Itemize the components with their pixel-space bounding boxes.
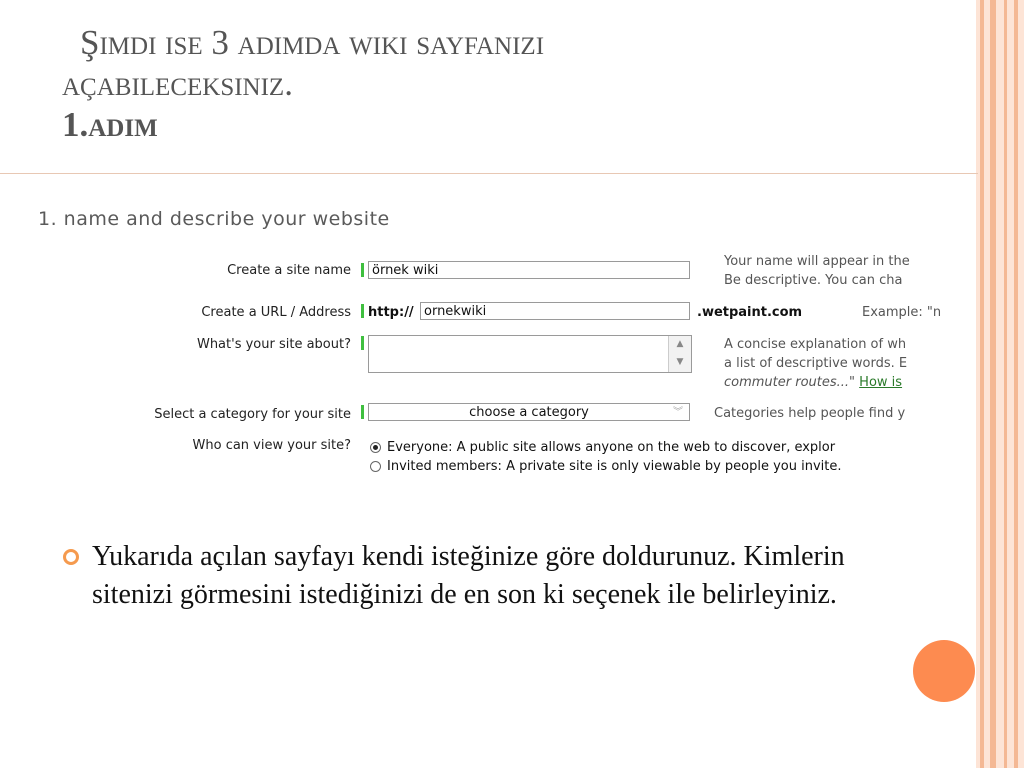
title-line-3: 1.adım (62, 105, 158, 144)
about-help-line3 (724, 373, 907, 392)
about-help-line1: A concise explanation of wh (724, 337, 907, 352)
scroll-up-icon[interactable]: ▲ (676, 339, 684, 349)
url-help: Example: "n (862, 305, 942, 320)
visibility-label: Who can view your site? (192, 438, 351, 453)
stripe-1 (980, 0, 984, 768)
site-name-input[interactable]: örnek wiki (368, 261, 690, 279)
title-line-1: Şimdi ise 3 adımda wiki sayfanızı (80, 23, 545, 62)
required-marker (361, 263, 364, 277)
radio-everyone[interactable] (370, 440, 835, 455)
site-name-label: Create a site name (227, 263, 351, 278)
bullet-text: Yukarıda açılan sayfayı kendi isteğinize göre doldurunuz. Kimlerin sitenizi görmesini istediğinizi de en son ki seçenek ile belirleyiniz. (92, 541, 845, 610)
required-marker (361, 405, 364, 419)
how-is-link[interactable]: How is (859, 375, 903, 390)
radio-everyone-label: Everyone: A public site allows anyone on the web to discover, explor (387, 440, 836, 455)
decorative-stripes (976, 0, 1024, 768)
url-suffix: .wetpaint.com (697, 305, 803, 320)
title-line-2: açabileceksiniz. (62, 64, 293, 103)
stripe-3 (1004, 0, 1007, 768)
about-help-italic: commuter routes... (724, 375, 850, 390)
about-label: What's your site about? (196, 337, 351, 352)
scroll-down-icon[interactable]: ▼ (676, 357, 684, 367)
decorative-circle (913, 640, 975, 702)
radio-selected-icon[interactable] (370, 442, 381, 453)
chevron-down-icon: ︾ (673, 407, 683, 418)
category-selected: choose a category (469, 405, 589, 420)
category-label: Select a category for your site (154, 407, 351, 422)
form-heading: 1. name and describe your website (38, 208, 390, 230)
required-marker (361, 304, 364, 318)
category-help: Categories help people find y (714, 406, 906, 421)
url-prefix: http:// (368, 305, 414, 320)
textarea-scrollbar[interactable] (668, 336, 691, 372)
url-input[interactable]: ornekwiki (420, 302, 690, 320)
site-name-help-line2: Be descriptive. You can cha (724, 273, 903, 288)
radio-unselected-icon[interactable] (370, 461, 381, 472)
form-screenshot (34, 200, 957, 485)
url-label: Create a URL / Address (201, 305, 351, 320)
category-select[interactable] (368, 403, 690, 421)
radio-invited[interactable] (370, 459, 842, 474)
about-textarea[interactable] (368, 335, 692, 373)
required-marker (361, 336, 364, 350)
stripe-2 (990, 0, 996, 768)
radio-invited-label: Invited members: A private site is only viewable by people you invite. (387, 459, 842, 474)
slide-title (62, 22, 762, 145)
title-divider (0, 173, 978, 174)
site-name-help-line1: Your name will appear in the (724, 254, 910, 269)
bullet-icon (63, 549, 79, 565)
stripe-4 (1014, 0, 1018, 768)
about-help (724, 335, 907, 392)
about-help-line2: a list of descriptive words. E (724, 356, 908, 371)
about-help-rest: " (849, 375, 860, 390)
site-name-help (724, 252, 910, 290)
